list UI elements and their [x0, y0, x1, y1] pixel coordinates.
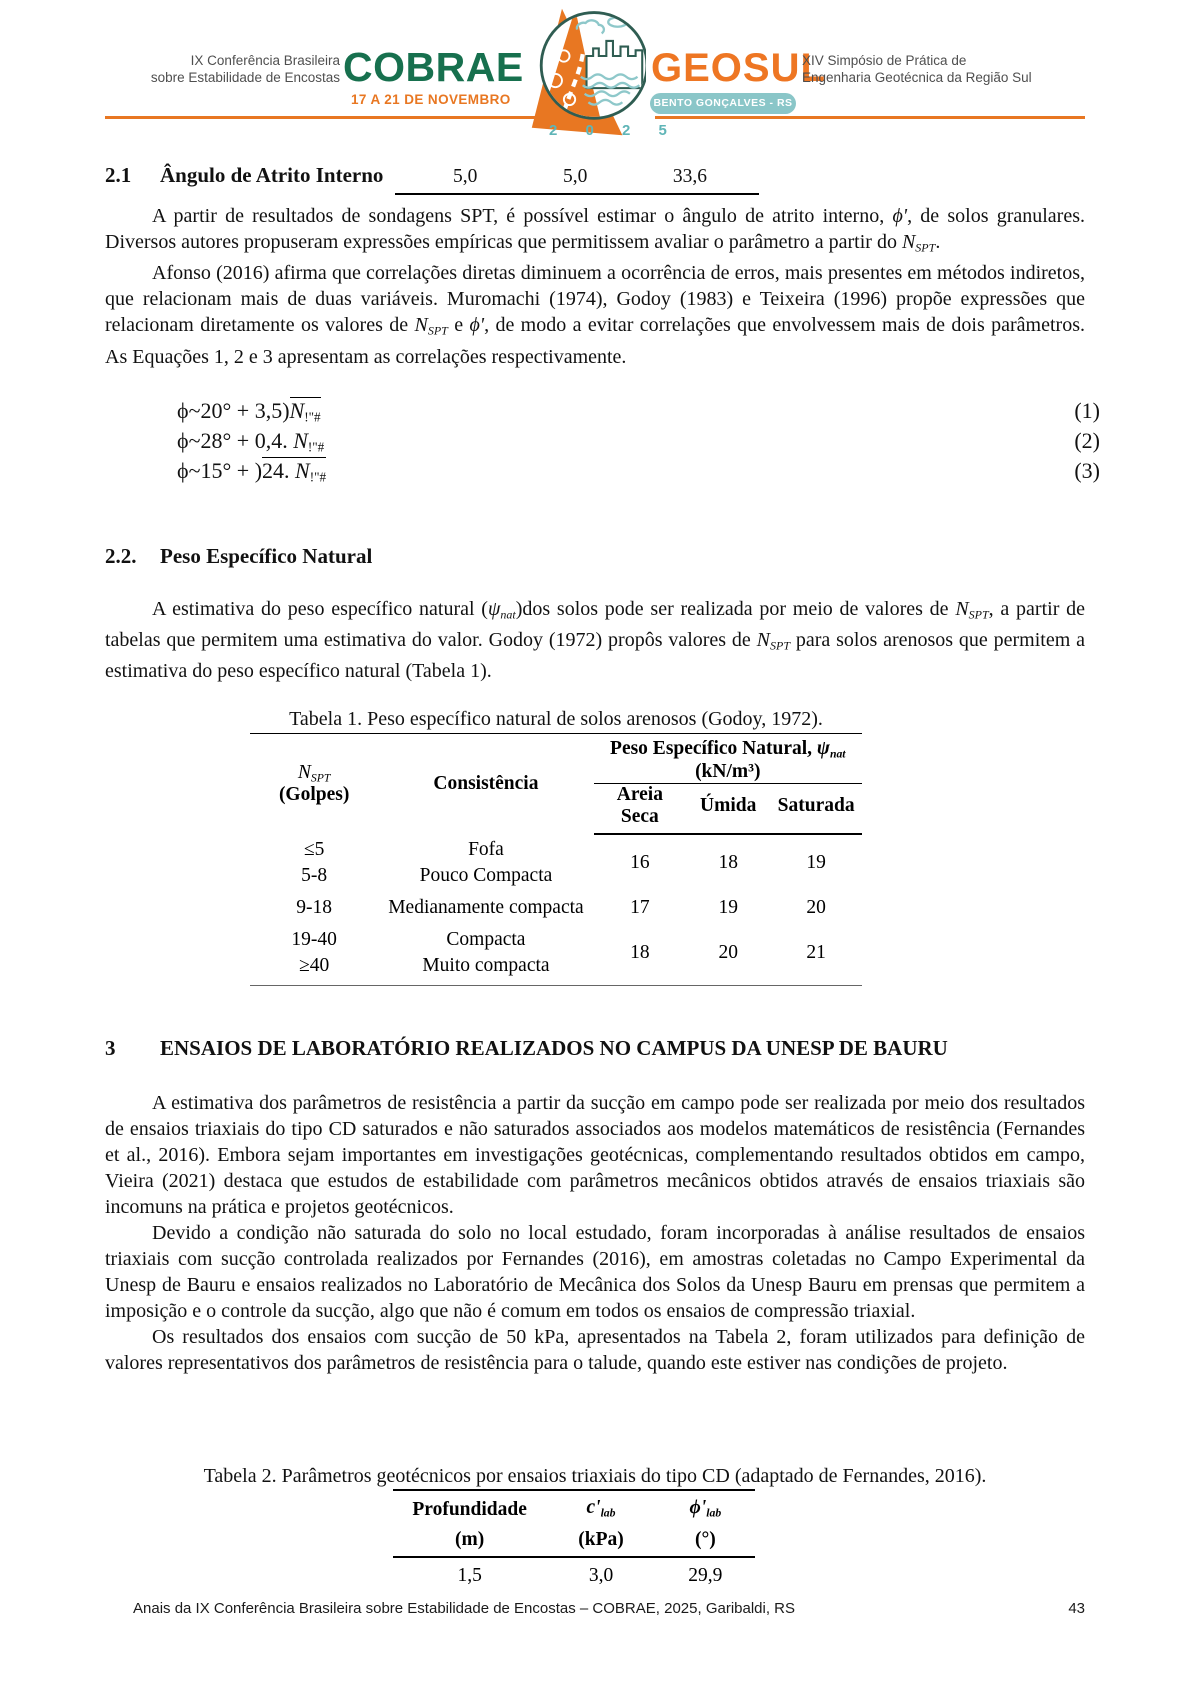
table2-parametros-geotecnicos — [393, 1489, 755, 1589]
section-2-1-title: Ângulo de Atrito Interno — [160, 163, 384, 187]
table-cell: 20 — [686, 924, 770, 986]
paragraph-2-2-a: A estimativa do peso específico natural (ψnat)dos solos pode ser realizada por meio de valores de NSPT, a partir de tabelas que permitem uma estimativa do valor. Godoy (1972) propôs valores de NSPT para solos arenosos que permitem a estimativa do peso específico natural (Tabela 1). — [105, 597, 1085, 683]
table1-peso-especifico — [250, 733, 862, 985]
cell-line: Fofa — [468, 838, 504, 860]
equation-1-body: ϕ~20° + 3,5)N!"# — [177, 397, 321, 425]
table-cell: Medianamente compacta — [388, 896, 584, 918]
table-cell — [250, 924, 378, 986]
section-2-1-heading — [105, 163, 1085, 188]
table-row — [250, 834, 862, 892]
equation-2-body: ϕ~28° + 0,4. N!"# — [177, 427, 325, 455]
table-cell: 29,9 — [688, 1564, 723, 1586]
section-2-2-title: Peso Específico Natural — [160, 543, 373, 568]
equation-2-number: (2) — [1074, 427, 1100, 453]
remnant-value: 33,6 — [672, 166, 707, 187]
geosul-caption-line1: XIV Simpósio de Prática de — [802, 53, 967, 68]
header-divider-left — [105, 116, 535, 119]
equation-1 — [177, 396, 1100, 426]
table1-header-nspt-symbol: NSPT — [297, 761, 331, 785]
table-cell: 18 — [594, 924, 687, 986]
table1-header-group-unit: (kN/m³) — [695, 760, 761, 782]
table1-header-areia-seca: Areia Seca — [594, 783, 687, 834]
cell-line: Compacta — [446, 928, 526, 950]
section-3-number: 3 — [105, 1035, 116, 1060]
page-content — [105, 150, 1100, 1589]
geosul-caption-line2: Engenharia Geotécnica da Região Sul — [802, 70, 1032, 85]
table1-header-saturada: Saturada — [770, 783, 862, 834]
table2-caption: Tabela 2. Parâmetros geotécnicos por ensaios triaxiais do tipo CD (adaptado de Fernandes, 2016). — [203, 1464, 987, 1487]
table-row — [393, 1526, 755, 1557]
table1-header-nspt — [250, 734, 378, 834]
equation-block — [177, 396, 1100, 486]
remnant-value: 5,0 — [562, 166, 588, 187]
section-2-2-number: 2.2. — [105, 543, 137, 568]
section-3-heading — [105, 1036, 1085, 1061]
equation-3 — [177, 456, 1100, 486]
table2-header-phi-lab: ϕ'lab — [689, 1496, 722, 1519]
geosul-caption — [802, 52, 1032, 86]
table-row — [393, 1490, 755, 1526]
location-badge: BENTO GONÇALVES - RS — [650, 93, 796, 114]
cobrae-caption-line2: sobre Estabilidade de Encostas — [150, 70, 340, 85]
event-dates: 17 A 21 DE NOVEMBRO — [351, 92, 511, 107]
table-row — [393, 1557, 755, 1589]
paragraph-3-a: A estimativa dos parâmetros de resistência a partir da sucção em campo pode ser realizada por meio dos resultados de ensaios triaxiais do tipo CD saturados e não saturados associados aos modelos matemáticos de resistência (Fernandes et al., 2016). Embora sejam importantes em investigações geotécnicas, complementando resultados obtidos em campo, Vieira (2021) destaca que estudos de estabilidade com parâmetros mecânicos obtidos através de ensaios triaxiais são incomuns na prática e projetos geotécnicos. — [105, 1091, 1085, 1218]
equation-3-number: (3) — [1074, 457, 1100, 483]
table2-header-m: (m) — [393, 1526, 546, 1557]
table-cell: 17 — [630, 896, 650, 918]
header-divider-right — [655, 116, 1085, 119]
paragraph-3-c: Os resultados dos ensaios com sucção de 50 kPa, apresentados na Tabela 2, foram utilizados para definição de valores representativos dos parâmetros de resistência para o talude, quando este estiver nas condições de projeto. — [105, 1325, 1085, 1374]
cell-line: Muito compacta — [422, 954, 550, 976]
table-cell: 3,0 — [588, 1564, 614, 1586]
equation-1-number: (1) — [1074, 397, 1100, 423]
geosul-wordmark: GEOSUL — [651, 46, 826, 90]
previous-table-remnant-row — [395, 166, 759, 195]
cobrae-caption-line1: IX Conferência Brasileira — [190, 53, 340, 68]
cell-line: Pouco Compacta — [419, 864, 553, 886]
paragraph-2-1-b: Afonso (2016) afirma que correlações diretas diminuem a ocorrência de erros, mais presentes em métodos indiretos, que relacionam mais de duas variáveis. Muromachi (1974), Godoy (1983) e Teixeira (1996) propõe expressões que relacionam diretamente os valores de NSPT e ϕ', de modo a evitar correlações que envolvessem mais de dois parâmetros. As Equações 1, 2 e 3 apresentam as correlações respectivamente. — [105, 262, 1085, 368]
cell-line: 5-8 — [301, 864, 328, 886]
table2-header-profundidade: Profundidade — [412, 1499, 527, 1521]
table1-header-group — [594, 734, 862, 783]
logo-year: 2 0 2 5 — [549, 122, 679, 139]
table-cell — [250, 834, 378, 892]
table2-header-deg: (°) — [656, 1526, 755, 1557]
table-row — [250, 892, 862, 924]
table1-header-umida: Úmida — [686, 783, 770, 834]
table-cell — [378, 924, 593, 986]
cobrae-caption — [140, 52, 340, 86]
table-cell: 18 — [718, 852, 738, 874]
table1-header-golpes: (Golpes) — [278, 784, 350, 806]
page-number: 43 — [1068, 1600, 1085, 1617]
paragraph-3-b: Devido a condição não saturada do solo no local estudado, foram incorporadas à análise resultados de ensaios triaxiais com sucção controlada realizados por Fernandes (2016), em amostras coletadas no Campo Experimental da Unesp de Bauru e ensaios realizados no Laboratório de Mecânica dos Solos da Unesp Bauru em prensas que permitem a imposição e o controle da sucção, algo que não é comum em todos os ensaios de compressão triaxial. — [105, 1221, 1085, 1322]
cobrae-2025-logo-icon — [528, 6, 646, 140]
table1-header-group-title: Peso Específico Natural, ψnat — [610, 738, 846, 761]
table-cell: 19 — [718, 896, 738, 918]
page-footer — [133, 1600, 1085, 1617]
cell-line: ≥40 — [299, 954, 330, 976]
table2-header-kpa: (kPa) — [546, 1526, 655, 1557]
table-cell: 21 — [770, 924, 862, 986]
table-cell — [378, 834, 593, 892]
cell-line: ≤5 — [303, 838, 325, 860]
equation-2 — [177, 426, 1100, 456]
table-cell: 20 — [806, 896, 826, 918]
table1-header-consistencia: Consistência — [433, 773, 539, 795]
section-3-title: ENSAIOS DE LABORATÓRIO REALIZADOS NO CAMPUS DA UNESP DE BAURU — [160, 1035, 948, 1060]
section-2-1-number: 2.1 — [105, 163, 132, 187]
section-2-2-heading — [105, 544, 1085, 569]
table-row — [250, 734, 862, 783]
cobrae-wordmark: COBRAE — [343, 44, 524, 90]
paragraph-2-1-a: A partir de resultados de sondagens SPT, é possível estimar o ângulo de atrito interno, ϕ', de solos granulares. Diversos autores propuseram expressões empíricas que permitissem avaliar o parâmetro a partir do NSPT. — [105, 205, 1086, 255]
table1-caption: Tabela 1. Peso específico natural de solos arenosos (Godoy, 1972). — [289, 708, 823, 731]
remnant-value: 5,0 — [453, 166, 478, 187]
footer-text: Anais da IX Conferência Brasileira sobre Estabilidade de Encostas – COBRAE, 2025, Garibaldi, RS — [133, 1600, 796, 1617]
conference-header — [0, 0, 1191, 150]
table-cell: 1,5 — [457, 1564, 482, 1586]
table-cell: 9-18 — [296, 896, 333, 918]
table-cell: 19 — [806, 852, 826, 874]
table-cell: 16 — [630, 852, 650, 874]
cell-line: 19-40 — [291, 928, 337, 950]
table2-header-c-lab: c'lab — [586, 1496, 616, 1519]
equation-3-body: ϕ~15° + )24. N!"# — [177, 457, 327, 485]
table-row — [250, 924, 862, 986]
